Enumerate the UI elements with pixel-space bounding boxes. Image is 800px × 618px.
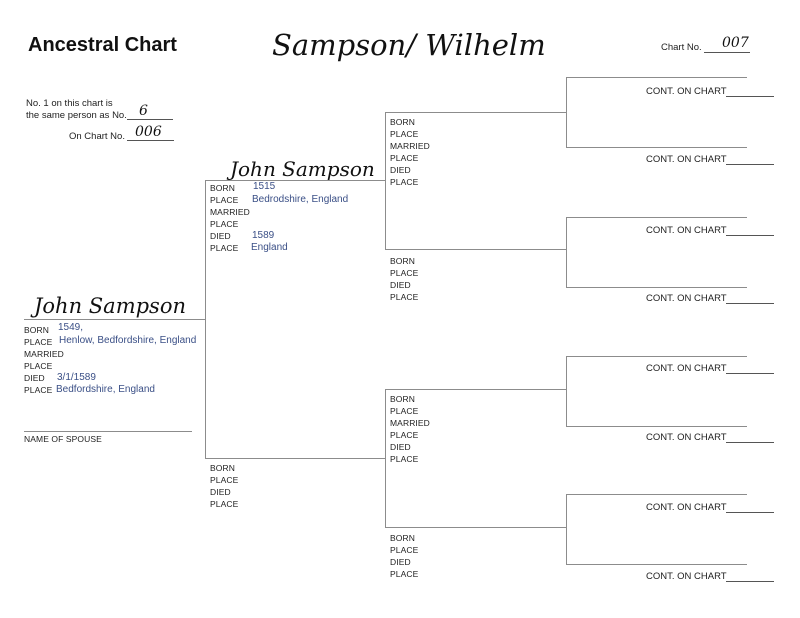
person1-married-place-label: PLACE (24, 361, 53, 371)
person3-died-label: DIED (210, 487, 231, 497)
person6-married-place-label: PLACE (390, 430, 419, 440)
person2-died-place-label: PLACE (210, 243, 239, 253)
person2-died-label: DIED (210, 231, 231, 241)
person3-born-label: BORN (210, 463, 235, 473)
person3-died-place-label: PLACE (210, 499, 239, 509)
person5-died-label: DIED (390, 280, 411, 290)
person4-died-place-label: PLACE (390, 177, 419, 187)
surnames-heading: Sampson/ Wilhelm (272, 28, 546, 62)
person2-born-place-label: PLACE (210, 195, 239, 205)
person7-died-label: DIED (390, 557, 411, 567)
cont-on-chart-15: CONT. ON CHART (646, 571, 727, 582)
person6-married-label: MARRIED (390, 418, 430, 428)
cont-on-chart-14: CONT. ON CHART (646, 502, 727, 513)
person4-born-label: BORN (390, 117, 415, 127)
person4-married-label: MARRIED (390, 141, 430, 151)
cont-on-chart-8: CONT. ON CHART (646, 86, 727, 97)
same-person-value: 6 (139, 103, 148, 119)
person5-born-place-label: PLACE (390, 268, 419, 278)
person2-name: John Sampson (230, 157, 375, 181)
cont-on-chart-10: CONT. ON CHART (646, 225, 727, 236)
person6-died-label: DIED (390, 442, 411, 452)
person7-died-place-label: PLACE (390, 569, 419, 579)
cont-on-chart-13: CONT. ON CHART (646, 432, 727, 443)
person5-died-place-label: PLACE (390, 292, 419, 302)
person1-died-label: DIED (24, 373, 45, 383)
person2-died-value: 1589 (252, 230, 275, 241)
cont-on-chart-11: CONT. ON CHART (646, 293, 727, 304)
chart-title: Ancestral Chart (28, 34, 177, 56)
person2-born-value: 1515 (253, 181, 276, 192)
person6-born-label: BORN (390, 394, 415, 404)
person2-died-place-value: England (251, 242, 288, 253)
person4-married-place-label: PLACE (390, 153, 419, 163)
person1-born-place-value: Henlow, Bedfordshire, England (59, 335, 197, 346)
person1-born-value: 1549, (58, 322, 84, 333)
person1-name: John Sampson (34, 294, 186, 318)
cont-on-chart-12: CONT. ON CHART (646, 363, 727, 374)
person2-born-place-value: Bedrodshire, England (252, 194, 349, 205)
person1-died-value: 3/1/1589 (57, 372, 96, 383)
on-chart-value: 006 (135, 124, 162, 140)
person4-born-place-label: PLACE (390, 129, 419, 139)
cont-on-chart-9: CONT. ON CHART (646, 154, 727, 165)
person1-born-label: BORN (24, 325, 49, 335)
person2-born-label: BORN (210, 183, 235, 193)
person1-born-place-label: PLACE (24, 337, 53, 347)
person1-married-label: MARRIED (24, 349, 64, 359)
same-person-line1: No. 1 on this chart is (26, 98, 113, 109)
person2-married-label: MARRIED (210, 207, 250, 217)
on-chart-label: On Chart No. (69, 131, 125, 142)
person7-born-place-label: PLACE (390, 545, 419, 555)
chart-no-value: 007 (722, 35, 749, 51)
name-of-spouse-label: NAME OF SPOUSE (24, 434, 102, 444)
person2-married-place-label: PLACE (210, 219, 239, 229)
person1-died-place-value: Bedfordshire, England (56, 384, 155, 395)
person6-born-place-label: PLACE (390, 406, 419, 416)
person6-died-place-label: PLACE (390, 454, 419, 464)
person4-died-label: DIED (390, 165, 411, 175)
chart-no-label: Chart No. (661, 42, 702, 53)
person5-born-label: BORN (390, 256, 415, 266)
same-person-line2: the same person as No. (26, 110, 127, 121)
person3-born-place-label: PLACE (210, 475, 239, 485)
person7-born-label: BORN (390, 533, 415, 543)
person1-died-place-label: PLACE (24, 385, 53, 395)
